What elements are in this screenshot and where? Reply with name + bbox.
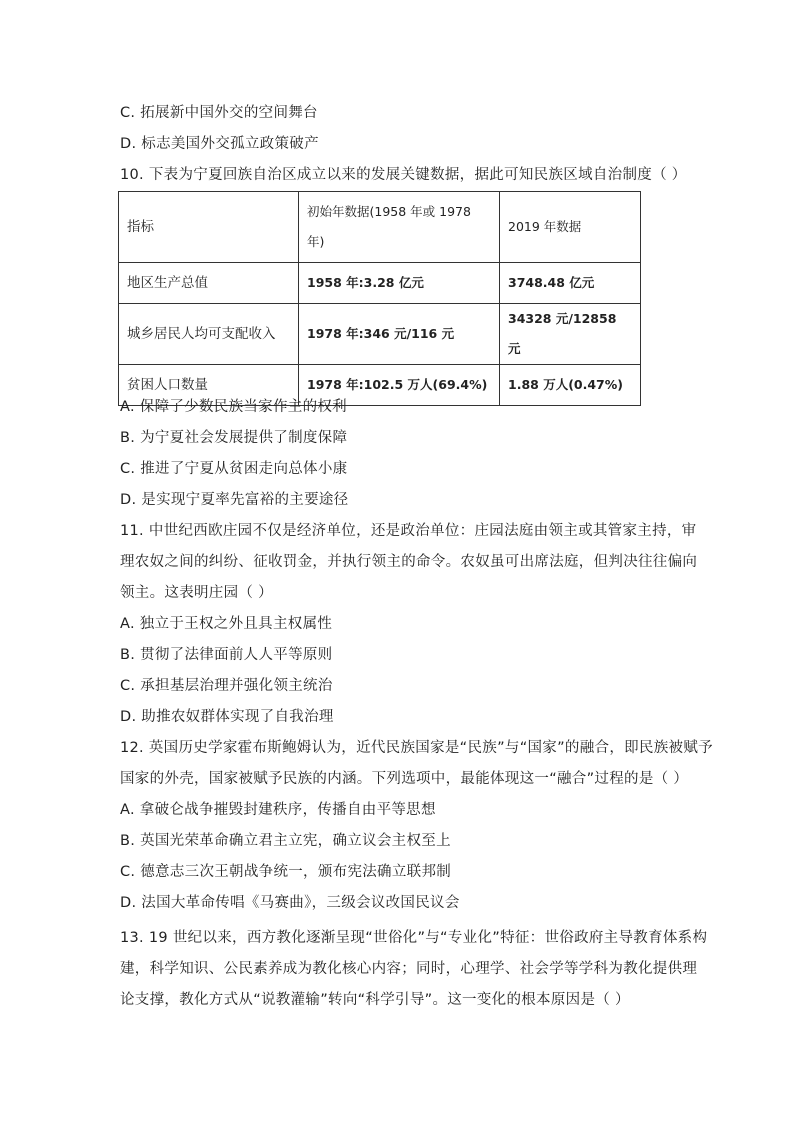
table-header-cell: 指标 [119,192,299,263]
option-a-q10: A. 保障了少数民族当家作主的权利 [120,399,347,415]
question-12-stem: 国家的外壳，国家被赋予民族的内涵。下列选项中，最能体现这一“融合”过程的是（ ） [120,771,689,787]
option-d-q11: D. 助推农奴群体实现了自我治理 [120,709,334,725]
table-header-cell: 2019 年数据 [500,192,641,263]
option-c-q12: C. 德意志三次王朝战争统一，颁布宪法确立联邦制 [120,864,452,880]
question-11-stem: 领主。这表明庄园（ ） [120,585,273,601]
option-c-q11: C. 承担基层治理并强化领主统治 [120,678,333,694]
question-11-stem: 理农奴之间的纠纷、征收罚金，并执行领主的命令。农奴虽可出席法庭，但判决往往偏向 [120,554,698,570]
table-row [119,263,641,304]
option-b-q11: B. 贯彻了法律面前人人平等原则 [120,647,333,663]
table-header-cell: 初始年数据(1958 年或 1978 年) [299,192,500,263]
table-cell: 1.88 万人(0.47%) [500,365,641,406]
table-cell: 城乡居民人均可支配收入 [119,304,299,365]
question-13-stem: 13. 19 世纪以来，西方教化逐渐呈现“世俗化”与“专业化”特征：世俗政府主导教育体系构 [120,930,708,946]
table-cell: 3748.48 亿元 [500,263,641,304]
option-b-q12: B. 英国光荣革命确立君主立宪，确立议会主权至上 [120,833,451,849]
question-13-stem: 建，科学知识、公民素养成为教化核心内容；同时，心理学、社会学等学科为教化提供理 [120,961,698,977]
question-12-stem: 12. 英国历史学家霍布斯鲍姆认为，近代民族国家是“民族”与“国家”的融合，即民族被赋予 [120,740,713,756]
option-a-q12: A. 拿破仑战争摧毁封建秩序，传播自由平等思想 [120,802,436,818]
table-cell: 贫困人口数量 [119,365,299,406]
option-d-q10: D. 是实现宁夏率先富裕的主要途径 [120,492,349,508]
option-a-q11: A. 独立于王权之外且具主权属性 [120,616,333,632]
table-cell: 34328 元/12858 元 [500,304,641,365]
question-13-stem: 论支撑，教化方式从“说教灌输”转向“科学引导”。这一变化的根本原因是（ ） [120,992,630,1008]
development-data-table [118,191,641,406]
option-c-q10: C. 推进了宁夏从贫困走向总体小康 [120,461,348,477]
table-cell: 1978 年:346 元/116 元 [299,304,500,365]
question-10-stem: 10. 下表为宁夏回族自治区成立以来的发展关键数据，据此可知民族区域自治制度（ ） [120,167,687,183]
question-11-stem: 11. 中世纪西欧庄园不仅是经济单位，还是政治单位：庄园法庭由领主或其管家主持，审 [120,523,697,539]
table-cell: 地区生产总值 [119,263,299,304]
option-d-q9: D. 标志美国外交孤立政策破产 [120,136,319,152]
option-b-q10: B. 为宁夏社会发展提供了制度保障 [120,430,348,446]
table-row [119,304,641,365]
option-d-q12: D. 法国大革命传唱《马赛曲》，三级会议改国民议会 [120,895,460,911]
table-cell: 1978 年:102.5 万人(69.4%) [299,365,500,406]
table-header-row [119,192,641,263]
table-cell: 1958 年:3.28 亿元 [299,263,500,304]
option-c-q9: C. 拓展新中国外交的空间舞台 [120,105,318,121]
